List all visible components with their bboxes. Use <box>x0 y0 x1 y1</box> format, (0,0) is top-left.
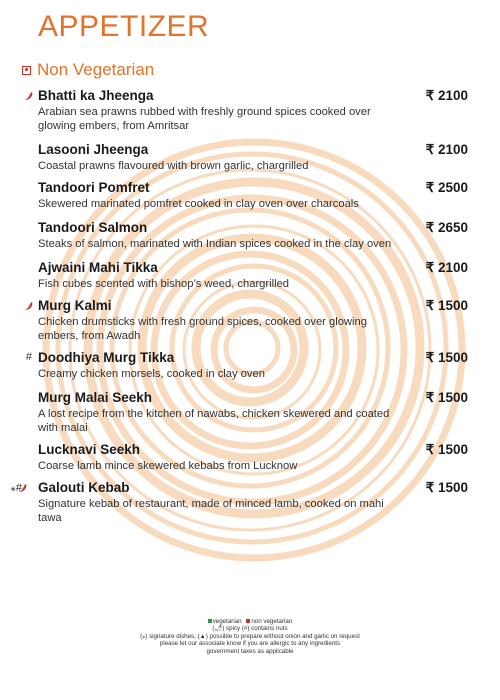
page-title: APPETIZER <box>38 10 210 43</box>
legend-signature: (⁎) signature dishes, (▲) possible to prepare without onion and garlic on request <box>140 632 360 640</box>
menu-item-price: ₹ 1500 <box>425 350 468 365</box>
section-label: Non Vegetarian <box>37 60 155 79</box>
menu-item-description: Arabian sea prawns rubbed with freshly ground spices cooked over glowing embers, from Amritsar <box>38 106 371 132</box>
menu-item-header <box>38 298 468 314</box>
nonveg-square-icon <box>246 619 250 623</box>
legend-veg: vegetarian <box>212 618 242 625</box>
menu-item-name: Doodhiya Murg Tikka <box>38 350 175 365</box>
legend-allergy: please let our associate know if you are allergic to any ingredients <box>159 640 341 648</box>
menu-item-header <box>38 260 468 276</box>
menu-item <box>38 390 468 435</box>
menu-item-description: Steaks of salmon, marinated with Indian spices cooked in the clay oven <box>38 238 392 250</box>
menu-item-description: Fish cubes scented with bishop’s weed, chargrilled <box>38 278 290 290</box>
menu-item-price: ₹ 2650 <box>425 220 468 235</box>
section-header <box>22 60 154 80</box>
menu-item <box>38 298 468 343</box>
menu-item-description: Creamy chicken morsels, cooked in clay oven <box>38 368 265 380</box>
menu-item-name: Tandoori Salmon <box>38 220 148 235</box>
legend-taxes: government taxes as applicable <box>206 647 294 655</box>
menu-item-price: ₹ 2100 <box>425 260 468 275</box>
menu-item-name: Murg Kalmi <box>38 298 112 313</box>
menu-item <box>38 142 468 173</box>
menu-item <box>38 442 468 473</box>
menu-item-header <box>38 350 468 366</box>
menu-item <box>38 480 468 525</box>
item-marker: ⁎# <box>10 482 22 494</box>
menu-item-header <box>38 442 468 458</box>
menu-item-name: Bhatti ka Jheenga <box>38 88 154 103</box>
menu-item-description: Coastal prawns flavoured with brown garlic, chargrilled <box>38 160 309 172</box>
menu-item-description: A lost recipe from the kitchen of nawabs, chicken skewered and coated with malai <box>38 408 390 434</box>
chili-pepper-icon <box>24 91 34 101</box>
menu-item <box>38 88 468 133</box>
menu-item <box>38 180 468 211</box>
menu-item-name: Ajwaini Mahi Tikka <box>38 260 158 275</box>
menu-item-description: Chicken drumsticks with fresh ground spices, cooked over glowing embers, from Awadh <box>38 316 367 342</box>
menu-item-price: ₹ 1500 <box>425 390 468 405</box>
menu-item-name: Lucknavi Seekh <box>38 442 141 457</box>
menu-item-header <box>38 142 468 158</box>
menu-item <box>38 350 468 381</box>
menu-item-description: Coarse lamb mince skewered kebabs from Lucknow <box>38 460 298 472</box>
menu-item-header <box>38 480 468 496</box>
menu-item-price: ₹ 2500 <box>425 180 468 195</box>
chili-pepper-icon <box>24 301 34 311</box>
menu-item-header <box>38 180 468 196</box>
menu-item-header <box>38 390 468 406</box>
menu-item-description: Signature kebab of restaurant, made of minced lamb, cooked on mahi tawa <box>38 498 384 524</box>
menu-item-name: Murg Malai Seekh <box>38 390 153 405</box>
menu-item-price: ₹ 1500 <box>425 298 468 313</box>
menu-item <box>38 260 468 291</box>
veg-square-icon <box>208 619 212 623</box>
menu-item-description: Skewered marinated pomfret cooked in clay oven over charcoals <box>38 198 359 210</box>
menu-item-header <box>38 88 468 104</box>
non-veg-symbol-icon <box>22 66 31 75</box>
menu-item-price: ₹ 1500 <box>425 442 468 457</box>
legend-nonveg: non vegetarian <box>251 618 293 625</box>
item-marker: # <box>25 351 32 363</box>
legend-spicy-nuts: (🌶) spicy (#) contains nuts <box>212 625 288 633</box>
menu-item-name: Tandoori Pomfret <box>38 180 150 195</box>
legend-footer <box>0 618 500 655</box>
menu-item-price: ₹ 1500 <box>425 480 468 495</box>
menu-item <box>38 220 468 251</box>
menu-item-name: Galouti Kebab <box>38 480 130 495</box>
menu-item-header <box>38 220 468 236</box>
menu-item-price: ₹ 2100 <box>425 88 468 103</box>
menu-item-name: Lasooni Jheenga <box>38 142 149 157</box>
menu-item-price: ₹ 2100 <box>425 142 468 157</box>
